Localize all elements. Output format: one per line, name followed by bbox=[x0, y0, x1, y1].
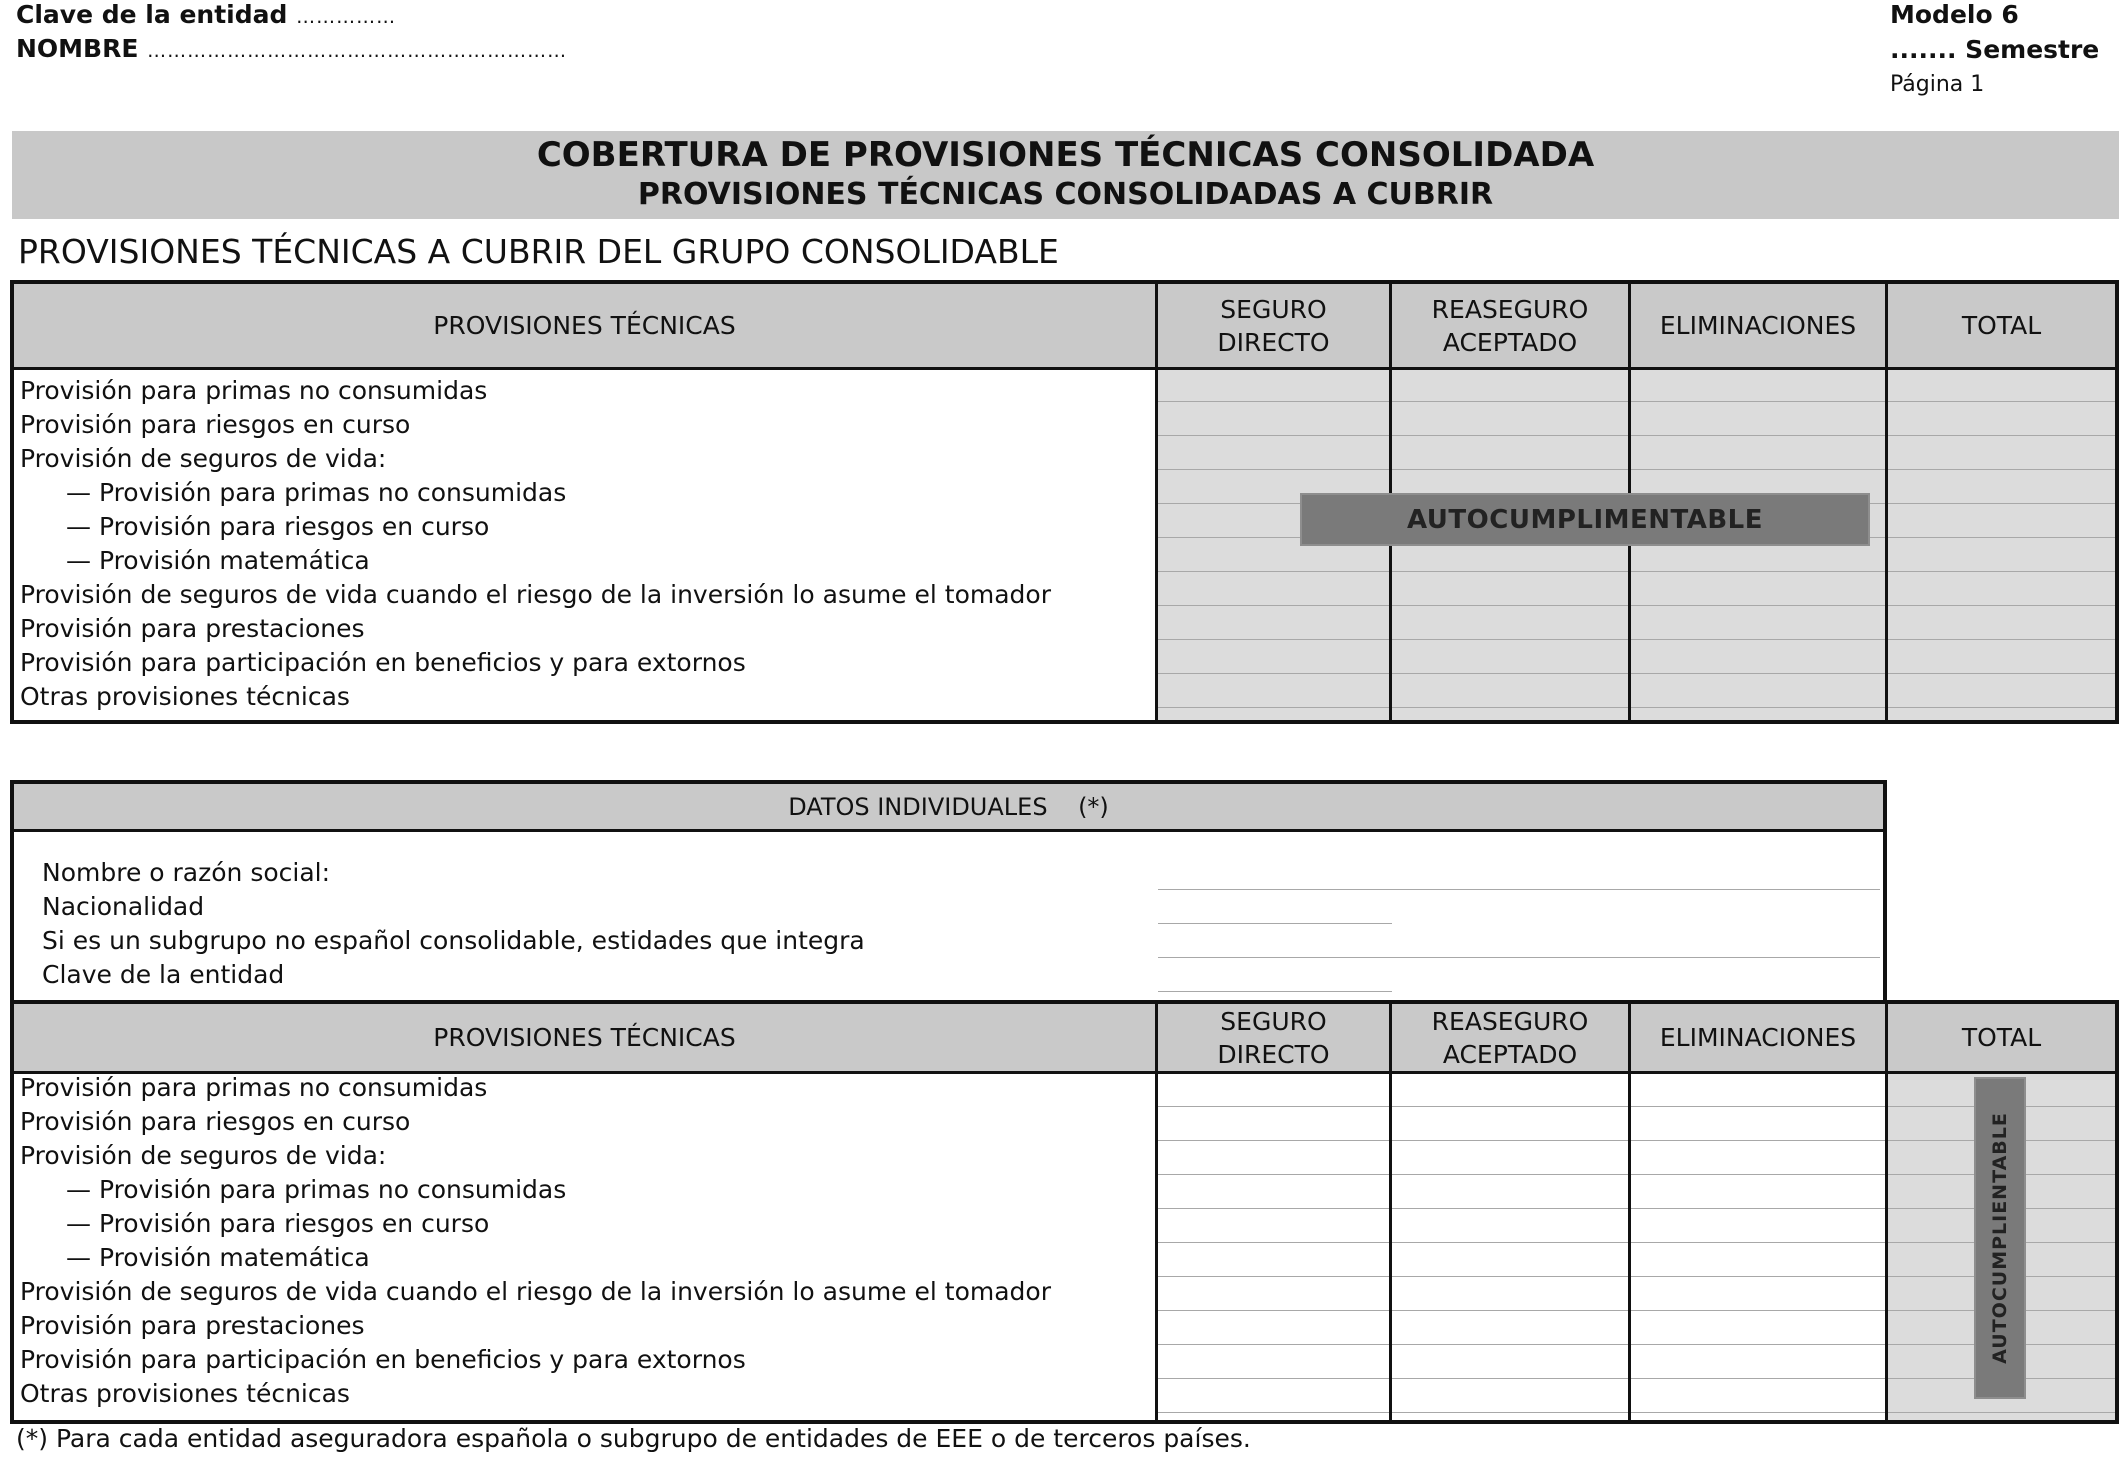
row-rule bbox=[1158, 1276, 1389, 1277]
row-rule bbox=[1631, 1310, 1885, 1311]
row-rule bbox=[1158, 673, 1389, 674]
row-rule bbox=[1631, 1106, 1885, 1107]
row-label: Provisión de seguros de vida: bbox=[20, 1141, 387, 1170]
row-label: — Provisión matemática bbox=[66, 546, 370, 575]
row-rule bbox=[1631, 401, 1885, 402]
row-rule bbox=[1888, 435, 2115, 436]
field-nacionalidad-label: Nacionalidad bbox=[42, 892, 205, 921]
row-rule bbox=[1392, 1208, 1628, 1209]
row-rule bbox=[1888, 1412, 2115, 1413]
row-rule bbox=[1631, 469, 1885, 470]
col-seguro-directo: SEGURO DIRECTO bbox=[1158, 1004, 1392, 1071]
row-rule bbox=[1631, 1242, 1885, 1243]
table-header bbox=[14, 1004, 2115, 1074]
row-rule bbox=[1392, 707, 1628, 708]
row-rule bbox=[1392, 1310, 1628, 1311]
autocumplientable-stamp bbox=[1974, 1077, 2026, 1399]
row-rule bbox=[1392, 1106, 1628, 1107]
subgrupo-input-line[interactable] bbox=[1158, 957, 1880, 958]
clave-entidad-field[interactable]: …………… bbox=[296, 6, 397, 28]
row-label: — Provisión para riesgos en curso bbox=[66, 1209, 490, 1238]
datos-individuales-title: DATOS INDIVIDUALES (*) bbox=[14, 784, 1883, 832]
modelo-label: Modelo 6 bbox=[1890, 0, 2019, 29]
table-body bbox=[14, 1074, 2115, 1420]
form-subtitle: PROVISIONES TÉCNICAS CONSOLIDADAS A CUBRIR bbox=[637, 177, 1494, 212]
row-label: Provisión para riesgos en curso bbox=[20, 410, 411, 439]
pagina-label: Página 1 bbox=[1890, 72, 1985, 97]
clave-input-line[interactable] bbox=[1158, 991, 1392, 992]
col-eliminaciones: ELIMINACIONES bbox=[1631, 1004, 1888, 1071]
row-rule bbox=[1888, 639, 2115, 640]
row-rule bbox=[1888, 707, 2115, 708]
nombre-line bbox=[16, 34, 567, 63]
autocumplimentable-stamp: AUTOCUMPLIMENTABLE bbox=[1300, 493, 1870, 546]
labels-column bbox=[14, 370, 1158, 720]
row-rule bbox=[1158, 1344, 1389, 1345]
total-cells bbox=[1888, 370, 2115, 720]
semestre-label: ....... Semestre bbox=[1890, 35, 2100, 64]
row-rule bbox=[1888, 503, 2115, 504]
col-total: TOTAL bbox=[1888, 284, 2115, 367]
row-rule bbox=[1631, 435, 1885, 436]
col-provisiones: PROVISIONES TÉCNICAS bbox=[14, 1004, 1158, 1071]
section-title: PROVISIONES TÉCNICAS A CUBRIR DEL GRUPO CONSOLIDABLE bbox=[18, 232, 1059, 271]
nombre-label: NOMBRE bbox=[16, 34, 139, 63]
row-label: Otras provisiones técnicas bbox=[20, 682, 350, 711]
row-rule bbox=[1392, 639, 1628, 640]
reaseguro-aceptado-cells[interactable] bbox=[1392, 1074, 1631, 1420]
row-label: Provisión de seguros de vida cuando el riesgo de la inversión lo asume el tomador bbox=[20, 1277, 1051, 1306]
row-rule bbox=[1392, 1140, 1628, 1141]
row-labels bbox=[20, 374, 1051, 714]
row-rule bbox=[1158, 1242, 1389, 1243]
row-rule bbox=[1631, 1174, 1885, 1175]
col-reaseguro-aceptado: REASEGURO ACEPTADO bbox=[1392, 1004, 1631, 1071]
nacionalidad-input-line[interactable] bbox=[1158, 923, 1392, 924]
individual-table bbox=[10, 1000, 2119, 1424]
row-label: Provisión de seguros de vida cuando el riesgo de la inversión lo asume el tomador bbox=[20, 580, 1051, 609]
field-nombre-label: Nombre o razón social: bbox=[42, 858, 331, 887]
row-label: Provisión de seguros de vida: bbox=[20, 444, 387, 473]
row-rule bbox=[1158, 605, 1389, 606]
row-label: Provisión para riesgos en curso bbox=[20, 1107, 411, 1136]
row-rule bbox=[1392, 401, 1628, 402]
col-total: TOTAL bbox=[1888, 1004, 2115, 1071]
row-rule bbox=[1888, 401, 2115, 402]
clave-entidad-line bbox=[16, 0, 396, 29]
row-label: Provisión para prestaciones bbox=[20, 1311, 365, 1340]
row-label: — Provisión para primas no consumidas bbox=[66, 1175, 567, 1204]
row-rule bbox=[1158, 707, 1389, 708]
row-rule bbox=[1392, 1242, 1628, 1243]
row-rule bbox=[1158, 1174, 1389, 1175]
eliminaciones-cells[interactable] bbox=[1631, 1074, 1888, 1420]
autocumplientable-text: AUTOCUMPLIENTABLE bbox=[1989, 1112, 2011, 1364]
row-label: Provisión para primas no consumidas bbox=[20, 376, 488, 405]
row-rule bbox=[1158, 435, 1389, 436]
row-rule bbox=[1631, 639, 1885, 640]
row-rule bbox=[1392, 673, 1628, 674]
row-rule bbox=[1631, 1412, 1885, 1413]
row-rule bbox=[1392, 1378, 1628, 1379]
row-rule bbox=[1631, 1344, 1885, 1345]
row-rule bbox=[1158, 1310, 1389, 1311]
row-rule bbox=[1392, 1276, 1628, 1277]
row-rule bbox=[1158, 469, 1389, 470]
footnote: (*) Para cada entidad aseguradora española o subgrupo de entidades de EEE o de terceros países. bbox=[16, 1424, 1251, 1453]
row-label: Provisión para participación en beneficios y para extornos bbox=[20, 1345, 746, 1374]
row-label: Provisión para participación en beneficios y para extornos bbox=[20, 648, 746, 677]
row-rule bbox=[1888, 673, 2115, 674]
row-rule bbox=[1392, 435, 1628, 436]
row-rule bbox=[1888, 605, 2115, 606]
row-label: — Provisión para primas no consumidas bbox=[66, 478, 567, 507]
row-rule bbox=[1631, 707, 1885, 708]
row-rule bbox=[1158, 1208, 1389, 1209]
row-rule bbox=[1392, 605, 1628, 606]
col-eliminaciones: ELIMINACIONES bbox=[1631, 284, 1888, 367]
row-label: Provisión para prestaciones bbox=[20, 614, 365, 643]
consolidated-table bbox=[10, 280, 2119, 724]
row-rule bbox=[1631, 1208, 1885, 1209]
row-rule bbox=[1158, 1140, 1389, 1141]
col-provisiones: PROVISIONES TÉCNICAS bbox=[14, 284, 1158, 367]
field-clave-label: Clave de la entidad bbox=[42, 960, 285, 989]
clave-entidad-label: Clave de la entidad bbox=[16, 0, 288, 29]
datos-individuales-box bbox=[10, 780, 1887, 1005]
row-rule bbox=[1158, 1106, 1389, 1107]
row-rule bbox=[1158, 571, 1389, 572]
nombre-field[interactable]: ……………………………………………………… bbox=[147, 40, 568, 62]
row-rule bbox=[1158, 401, 1389, 402]
row-label: Otras provisiones técnicas bbox=[20, 1379, 350, 1408]
row-rule bbox=[1392, 571, 1628, 572]
seguro-directo-cells[interactable] bbox=[1158, 1074, 1392, 1420]
row-rule bbox=[1158, 1412, 1389, 1413]
row-rule bbox=[1631, 1276, 1885, 1277]
row-rule bbox=[1392, 1412, 1628, 1413]
row-rule bbox=[1631, 1378, 1885, 1379]
labels-column bbox=[14, 1074, 1158, 1420]
col-reaseguro-aceptado: REASEGURO ACEPTADO bbox=[1392, 284, 1631, 367]
field-subgrupo-label: Si es un subgrupo no español consolidable, estidades que integra bbox=[42, 926, 865, 955]
row-label: — Provisión matemática bbox=[66, 1243, 370, 1272]
row-rule bbox=[1158, 1378, 1389, 1379]
datos-fields bbox=[42, 856, 865, 992]
row-rule bbox=[1631, 1140, 1885, 1141]
row-rule bbox=[1392, 1174, 1628, 1175]
row-rule bbox=[1392, 1344, 1628, 1345]
table-header bbox=[14, 284, 2115, 370]
form-title: COBERTURA DE PROVISIONES TÉCNICAS CONSOLIDADA bbox=[536, 135, 1595, 175]
col-seguro-directo: SEGURO DIRECTO bbox=[1158, 284, 1392, 367]
row-rule bbox=[1631, 605, 1885, 606]
row-labels bbox=[20, 1071, 1051, 1411]
row-rule bbox=[1888, 469, 2115, 470]
nombre-input-line[interactable] bbox=[1158, 889, 1880, 890]
row-rule bbox=[1888, 571, 2115, 572]
row-rule bbox=[1158, 639, 1389, 640]
row-rule bbox=[1888, 537, 2115, 538]
row-rule bbox=[1392, 469, 1628, 470]
title-banner bbox=[12, 131, 2119, 219]
row-label: — Provisión para riesgos en curso bbox=[66, 512, 490, 541]
row-rule bbox=[1631, 571, 1885, 572]
row-label: Provisión para primas no consumidas bbox=[20, 1073, 488, 1102]
row-rule bbox=[1631, 673, 1885, 674]
